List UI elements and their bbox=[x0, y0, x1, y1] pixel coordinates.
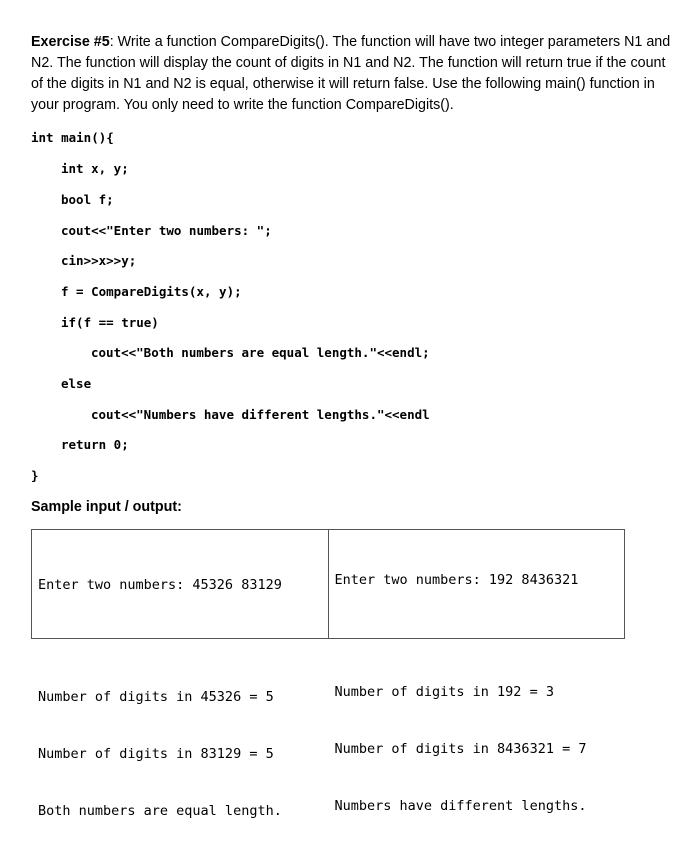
sample-cell-1 bbox=[32, 530, 328, 819]
sample-output-line: Both numbers are equal length. bbox=[38, 803, 282, 819]
code-line-call: f = CompareDigits(x, y); bbox=[61, 284, 242, 299]
sample-prompt: Enter two numbers: 45326 83129 bbox=[38, 577, 282, 593]
code-line-different-output: cout<<"Numbers have different lengths."<<endl bbox=[91, 407, 430, 422]
code-line-if: if(f == true) bbox=[61, 315, 159, 330]
code-line-decl-xy: int x, y; bbox=[61, 161, 129, 176]
code-line-main: int main(){ bbox=[31, 130, 114, 145]
sample-prompt: Enter two numbers: 192 8436321 bbox=[334, 572, 579, 588]
sample-output-line: Number of digits in 8436321 = 7 bbox=[334, 741, 587, 757]
sample-table bbox=[31, 529, 625, 819]
code-line-equal-output: cout<<"Both numbers are equal length."<<endl; bbox=[91, 345, 430, 360]
exercise-text: : Write a function CompareDigits(). The function will have two integer parameters N1 and N2. The function will display the count of digits in N1 and N2. The function will return true if the count of the digits in N1 and N2 is equal, otherwise it will return false. Use the following main() function in your program. You only need to write the function CompareDigits(). bbox=[31, 34, 671, 113]
sample-heading: Sample input / output: bbox=[31, 499, 182, 515]
code-line-prompt: cout<<"Enter two numbers: "; bbox=[61, 223, 272, 238]
sample-output-line: Number of digits in 83129 = 5 bbox=[38, 746, 274, 762]
code-line-return: return 0; bbox=[61, 437, 129, 452]
exercise-description bbox=[31, 32, 671, 116]
code-line-else: else bbox=[61, 376, 92, 391]
sample-output-line: Number of digits in 192 = 3 bbox=[334, 684, 554, 700]
code-line-cin: cin>>x>>y; bbox=[61, 253, 137, 268]
exercise-label: Exercise #5 bbox=[31, 34, 110, 50]
code-line-close-brace: } bbox=[31, 468, 39, 483]
code-line-decl-f: bool f; bbox=[61, 192, 114, 207]
sample-output-line: Number of digits in 45326 = 5 bbox=[38, 689, 274, 705]
sample-cell-2 bbox=[328, 530, 625, 814]
sample-output-line: Numbers have different lengths. bbox=[334, 798, 587, 814]
